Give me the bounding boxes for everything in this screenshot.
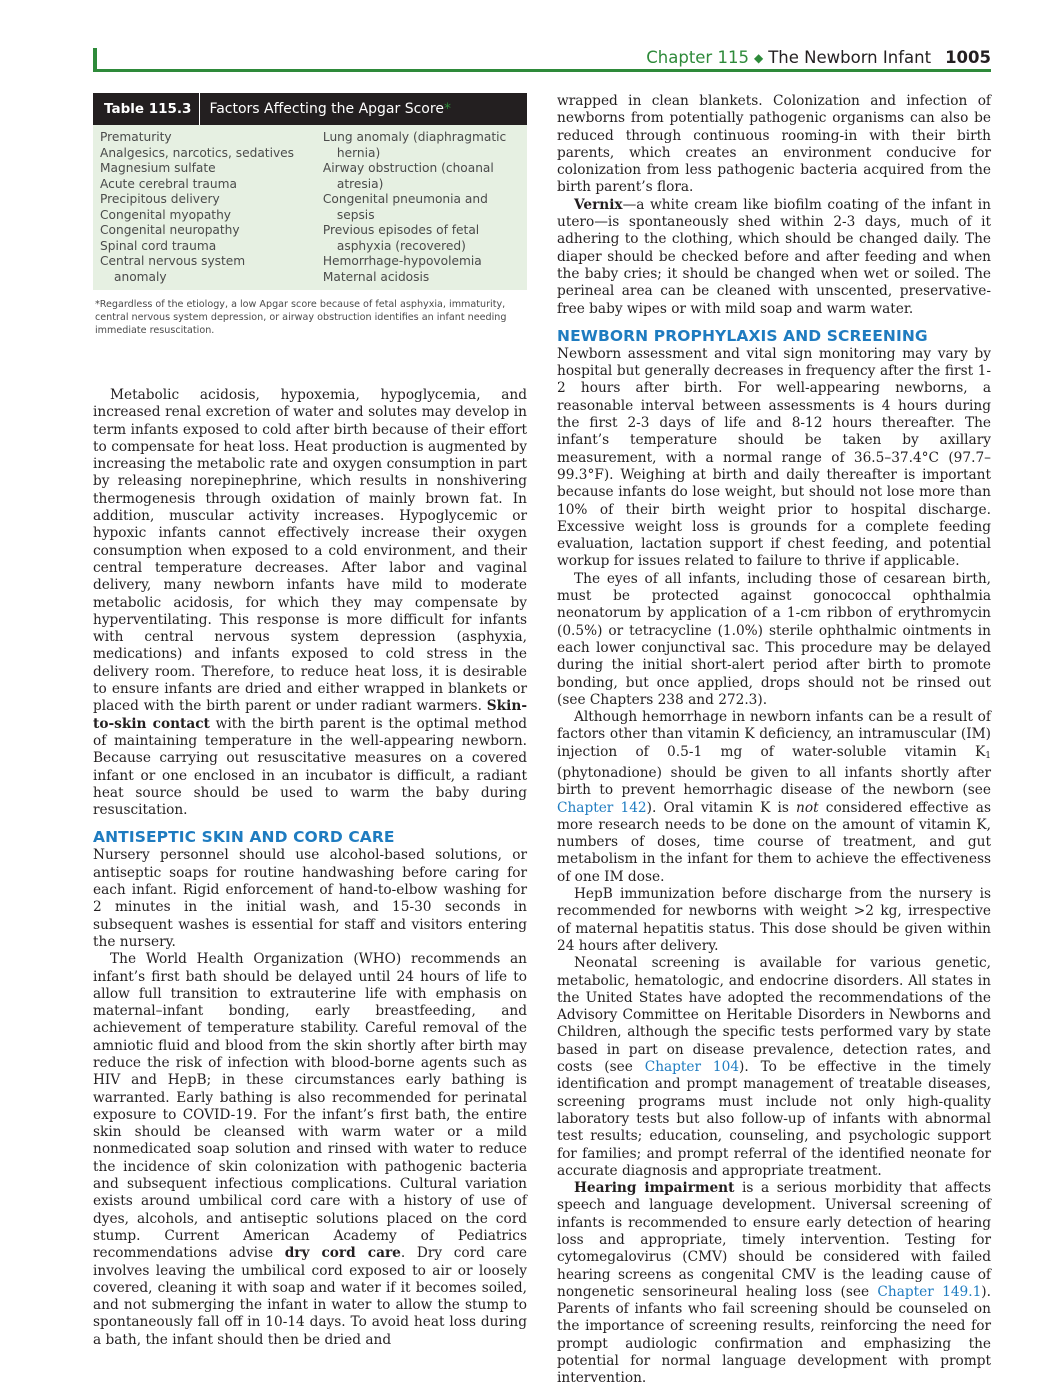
table-item-text: Spinal cord trauma [100, 238, 217, 253]
table-title [200, 101, 451, 117]
section-heading-antiseptic: ANTISEPTIC SKIN AND CORD CARE [93, 828, 395, 847]
text-run: Metabolic acidosis, hypoxemia, hypoglycemia, and increased renal excretion of water and solutes may develop in term infants exposed to cold after birth because of their effort to compensate for heat loss. Heat production is augmented by increasing the metabolic rate and oxygen consumption in part by releasing norepinephrine, which results in nonshivering thermogenesis through oxidation of mainly brown fat. In addition, muscular activity increases. Hypoglycemic or hypoxic infants cannot effectively increase their oxygen consumption when exposed to a cold environment, and their central temperature decreases. After labor and vaginal delivery, many newborn infants have mild to moderate metabolic acidosis, for which they may compensate by hyperventilating. This response is more difficult for infants with central nervous system depression (asphyxia, medications) and infants exposed to cold stress in the delivery room. Therefore, to reduce heat loss, it is desirable to ensure infants are dried and either wrapped in blankets or placed with the birth parent or under radiant warmers. [93, 387, 527, 715]
text-run: ). To be effective in the timely identification and prompt management of treatable diseases, screening programs must include not only high-quality laboratory tests but also follow-up of infants with abnormal test results; education, counseling, and psychologic support for families; and prompt referral of the identified neonate for accurate diagnosis and appropriate treatment. [557, 1059, 991, 1179]
table-body [93, 125, 527, 290]
table-item-text: Airway obstruction (choanal [322, 161, 494, 175]
table-title-asterisk: * [443, 101, 451, 117]
table-item [323, 130, 521, 161]
header-title: The Newborn Infant [768, 48, 932, 67]
table-item [323, 161, 521, 192]
table-item [323, 270, 521, 286]
table-footnote: *Regardless of the etiology, a low Apgar score because of fetal asphyxia, immaturity, central nervous system depression, or airway obstruction identifies an infant needing immediate resuscitation. [95, 299, 507, 336]
table-item [100, 192, 323, 208]
table-item-text: Prematurity [100, 130, 172, 144]
table-item-text: Congenital myopathy [100, 207, 232, 222]
table-item-text: Congenital pneumonia and [322, 192, 488, 206]
table-header [93, 93, 527, 125]
text-run: considered effective as more research needs to be done on the amount of vitamin K, numbers of doses, time course of treatment, and gut metabolism in the infant for them to achieve the effectiveness of one IM dose. [557, 799, 991, 885]
header-text [646, 48, 991, 69]
paragraph: Nursery personnel should use alcohol-based solutions, or antiseptic soaps for routine handwashing before caring for each infant. Rigid enforcement of hand-to-elbow washing for 2 minutes in the initial wash, and 15-30 seconds in subsequent washes is essential for staff and visitors entering the nursery. [93, 847, 527, 950]
left-column [93, 387, 527, 1349]
table-item-text: Previous episodes of fetal [322, 223, 480, 237]
table-item [100, 223, 323, 239]
table-item [323, 223, 521, 254]
right-column [557, 93, 991, 1388]
table-item-text: Acute cerebral trauma [100, 176, 237, 191]
chapter-link[interactable]: Chapter 149.1 [877, 1283, 982, 1300]
paragraph: The eyes of all infants, including those of cesarean birth, must be protected against gonococcal ophthalmia neonatorum by application of a 1-cm ribbon of erythromycin (0.5%) or tetracycline (1.0%) sterile ophthalmic ointments in each lower conjunctival sac. This procedure may be delayed during the initial short-alert period after birth to promote bonding, but once applied, drops should not be rinsed out (see Chapters 238 and 272.3). [557, 570, 991, 708]
paragraph [557, 955, 991, 1180]
chapter-link[interactable]: Chapter 142 [557, 799, 647, 816]
paragraph [93, 387, 527, 819]
table-item [100, 208, 323, 224]
page-number: 1005 [945, 48, 991, 67]
table-title-text: Factors Affecting the Apgar Score [209, 101, 444, 117]
paragraph [557, 1180, 991, 1388]
table-item [100, 254, 323, 285]
table-item-text: Congenital neuropathy [100, 223, 240, 237]
text-run: ). Oral vitamin K is [646, 799, 797, 816]
running-header [93, 48, 991, 72]
table-item [100, 177, 323, 193]
text-run: . Dry cord care involves leaving the umbilical cord exposed to air or loosely covered, cleaning it with soap and water if it becomes soiled, and not submerging the infant in water to allow the stump to spontaneously fall off in 10-14 days. To avoid heat loss during a bath, the infant should then be dried and [93, 1245, 527, 1348]
table-item-text: Hemorrhage-hypovolemia [322, 254, 482, 268]
table-item-text: Magnesium sulfate [100, 161, 216, 175]
table-number: Table 115.3 [93, 93, 200, 125]
bold-term: Skin-to-skin contact [93, 698, 527, 732]
table-item [100, 146, 323, 162]
table-item-continuation: asphyxia (recovered) [336, 238, 466, 253]
table-item-continuation: sepsis [336, 207, 375, 222]
paragraph: Newborn assessment and vital sign monitoring may vary by hospital but generally decreases in frequency after the first 1-2 hours after birth. For well-appearing newborns, a reasonable interval between assessments is 4 hours during the first 2-3 days of life and 8-12 hours thereafter. The infant’s temperature should be taken by axillary measurement, with a normal range of 36.5–37.4°C (97.7–99.3°F). Weighing at birth and daily thereafter is important because infants do lose weight, but should not lose more than 10% of their birth weight prior to hospital discharge. Excessive weight loss is grounds for a complete feeding evaluation, lactation support if chest feeding, and potential workup for issues related to failure to thrive if applicable. [557, 345, 991, 570]
text-run: (phytonadione) should be given to all infants shortly after birth to prevent hemorrhagic disease of the newborn (see [557, 764, 991, 799]
section-heading-prophylaxis: NEWBORN PROPHYLAXIS AND SCREENING [557, 326, 928, 345]
table-item-text: Central nervous system [100, 254, 246, 268]
text-run: —a white cream like biofilm coating of the infant in utero—is spontaneously shed within 2-3 days, much of it adhering to the clothing, which should be changed daily. The diaper should be checked before and after feeding and when the baby cries; it should be changed when wet or soiled. The perineal area can be cleaned with unscented, preservative-free baby wipes or with mild soap and warm water. [557, 196, 991, 317]
header-chapter: Chapter 115 [646, 48, 749, 67]
table-item-continuation: anomaly [114, 269, 167, 284]
table-item-text: Lung anomaly (diaphragmatic [322, 130, 507, 144]
text-run: with the birth parent is the optimal method of maintaining temperature in the well-appearing newborn. Because carrying out resuscitative measures on a covered infant or one enclosed in an incubator is difficult, a radiant heat source should be used to warm the baby during resuscitation. [93, 715, 527, 819]
subscript: 1 [985, 750, 991, 761]
text-run: is a serious morbidity that affects speech and language development. Universal screening of infants is recommended to ensure early detection of hearing loss and appropriate, timely intervention. Testing for cytomegalovirus (CMV) should be considered with failed hearing screens as congenital CMV is the leading cause of nongenetic sensorineural healing loss (see [557, 1180, 991, 1300]
table-column-left [100, 130, 323, 285]
table-item-text: Precipitous delivery [100, 192, 220, 206]
table-item-text: Maternal acidosis [322, 269, 430, 284]
diamond-icon: ◆ [753, 51, 764, 65]
table-item [323, 254, 521, 270]
italic-term: not [796, 799, 819, 816]
header-rule [93, 69, 991, 72]
table-item [323, 192, 521, 223]
table-item-continuation: atresia) [336, 176, 384, 191]
table-item-continuation: hernia) [336, 145, 381, 160]
table-item [100, 239, 323, 255]
text-run: Neonatal screening is available for various genetic, metabolic, hematologic, and endocrine disorders. All states in the United States have adopted the recommendations of the Advisory Committee on Heritable Disorders in Newborns and Children, although the specific tests performed vary by state based in part on disease prevalence, detection rates, and costs (see [557, 955, 991, 1076]
text-run: ). Parents of infants who fail screening should be counseled on the importance of screening results, reinforcing the need for prompt audiologic confirmation and emphasizing the potential for normal language development with prompt intervention. [557, 1283, 991, 1387]
paragraph [557, 709, 991, 886]
paragraph: HepB immunization before discharge from the nursery is recommended for newborns with weight >2 kg, irrespective of maternal hepatitis status. This dose should be given within 24 hours after delivery. [557, 886, 991, 954]
bold-term: dry cord care [284, 1245, 401, 1262]
table-item [100, 130, 323, 146]
paragraph [557, 197, 991, 318]
table-item [100, 161, 323, 177]
paragraph [93, 951, 527, 1349]
text-run: The World Health Organization (WHO) recommends an infant’s first bath should be delayed until 24 hours of life to allow full transition to extrauterine life with emphasis on maternal–infant bonding, early breastfeeding, and achievement of temperature stability. Careful removal of the amniotic fluid and blood from the skin shortly after birth may reduce the risk of infection with blood-borne agents such as HIV and HepB; in these circumstances early bathing is warranted. Early bathing is also recommended for perinatal exposure to COVID-19. For the infant’s first bath, the entire skin should be cleansed with warm water or a mild nonmedicated soap solution and rinsed with water to reduce the incidence of skin colonization with pathogenic bacteria and subsequent infectious complications. Cultural variation exists around umbilical cord care with a history of use of dyes, alcohols, and antiseptic solutions placed on the cord stump. Current American Academy of Pediatrics recommendations advise [93, 951, 527, 1262]
apgar-table [93, 93, 527, 337]
text-run: Although hemorrhage in newborn infants can be a result of factors other than vitamin K deficiency, an intramuscular (IM) injection of 0.5-1 mg of water-soluble vitamin K [557, 709, 991, 760]
paragraph: wrapped in clean blankets. Colonization and infection of newborns from potentially pathogenic organisms can also be reduced through continuous rooming-in with their birth parents, which creates an environment conducive for colonization from less pathogenic bacteria acquired from the birth parent’s flora. [557, 93, 991, 196]
table-item-text: Analgesics, narcotics, sedatives [100, 145, 295, 160]
table-column-right [323, 130, 521, 285]
bold-term: Vernix [574, 196, 623, 213]
chapter-link[interactable]: Chapter 104 [644, 1059, 740, 1076]
bold-term: Hearing impairment [574, 1180, 735, 1197]
